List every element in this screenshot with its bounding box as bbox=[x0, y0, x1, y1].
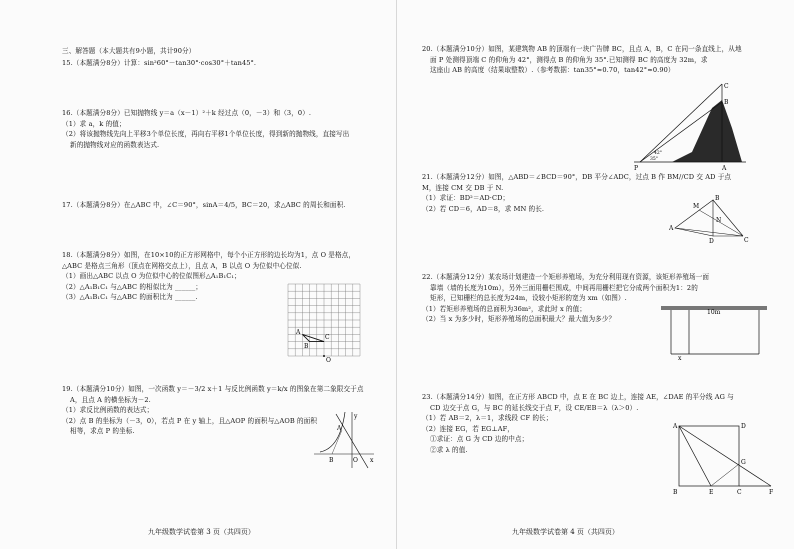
wall-label-length: 10m bbox=[707, 309, 721, 316]
point-o bbox=[323, 355, 325, 357]
q21-figure bbox=[669, 192, 749, 244]
wall-label-x: x bbox=[678, 355, 682, 362]
question-21: 21.（本题满分12分）如图，△ABD＝∠BCD＝90°，DB 平分∠ADC，过点 B 作 BM//CD 交 AD 于点 M，连接 CM 交 DB 于 N. （1）求证：BD²＝AD·CD； （2）若 CD＝6，AD＝8，求 MN 的长. bbox=[422, 173, 732, 213]
graph-label-o: O bbox=[353, 457, 358, 464]
q21-label-d: D bbox=[709, 238, 714, 244]
q21-label-a: A bbox=[669, 225, 674, 232]
label-a: A bbox=[296, 329, 301, 336]
left-footer: 九年级数学试卷第 3 页（共四页） bbox=[148, 528, 255, 536]
question-20: 20.（本题满分10分）如图，某建筑物 AB 的顶端有一块广告牌 BC，且点 A，B，C 在同一条直线上，从地 面 P 处测得顶端 C 的仰角为 42°，测得点 B 的仰角为 35°.已知测得 BC 的高度为 32m，求 这座山 AB 的高度（结果取整数）.（参考数据：tan35°≈0.70，tan42°≈0.90） bbox=[422, 45, 742, 74]
function-graph bbox=[312, 410, 376, 470]
sq-label-b: B bbox=[673, 489, 678, 496]
sq-label-a: A bbox=[673, 423, 678, 430]
mountain-label-b: B bbox=[724, 99, 729, 106]
question-18: 18.（本题满分8分）如图，在10×10的正方形网格中，每个小正方形的边长均为1，点 O 是格点， △ABC 是格点三角形（顶点在网格交点上），且点 A，B 以点 O 为位似中心位似. （1）画出△ABC 以点 O 为位似中心的位似图形△A₁B₁C₁； （2）△A₁B₁C₁ 与△ABC 的相似比为 ______； （3）△A₁B₁C₁ 与△ABC 的面积比为 ______. bbox=[62, 251, 356, 301]
question-15: 15.（本题满分8分）计算：sin²60°－tan30°·cos30°＋tan45°. bbox=[62, 59, 257, 67]
mountain-label-c: C bbox=[724, 83, 729, 90]
graph-label-a: A bbox=[337, 425, 342, 432]
triangle-abc bbox=[302, 334, 324, 341]
mountain-angle-35: 35° bbox=[650, 157, 658, 162]
segment-ab bbox=[332, 430, 342, 454]
right-page bbox=[397, 0, 794, 549]
question-23: 23.（本题满分14分）如图，在正方形 ABCD 中，点 E 在 BC 边上，连接 AE，∠DAE 的平分线 AG 与 CD 边交于点 G，与 BC 的延长线交于点 F，设 CE/EB＝λ（λ＞0）. （1）若 AB＝2，λ＝1，求线段 CF 的长； （2）连接 EG，若 EG⊥AF， ①求证：点 G 为 CD 边的中点； ②求 λ 的值. bbox=[422, 393, 734, 454]
graph-label-y: y bbox=[354, 413, 358, 420]
square-figure bbox=[671, 420, 777, 500]
sq-label-e: E bbox=[709, 489, 714, 496]
graph-label-x: x bbox=[370, 457, 374, 464]
q21-label-n: N bbox=[716, 217, 722, 224]
q21-label-b: B bbox=[715, 195, 720, 202]
mountain-label-p: P bbox=[634, 165, 639, 172]
square-abcd bbox=[679, 426, 739, 486]
question-16: 16.（本题满分8分）已知抛物线 y＝a（x－1）²＋k 经过点（0，－3）和（3，0）. （1）求 a，k 的值； （2）将该抛物线先向上平移3个单位长度，再向右平移1个单位长度，得到新的抛物线，直接写出 新的抛物线对应的函数表达式. bbox=[62, 109, 350, 149]
sq-label-c: C bbox=[737, 489, 742, 496]
graph-label-b: B bbox=[329, 457, 334, 464]
label-b: B bbox=[304, 343, 309, 350]
label-o: O bbox=[326, 357, 331, 364]
question-22: 22.（本题满分12分）某农场计划建造一个矩形养殖场，为充分利用现有资源，该矩形养殖场一面 靠墙（墙的长度为10m），另外三面用栅栏围成，中间再用栅栏把它分成两个面积为1：2的 矩形，已知栅栏的总长度为24m，设较小矩形的宽为 xm（如图）. （1）若矩形养殖场的总面积为36m²，求此时 x 的值； （2）当 x 为多少时，矩形养殖场的总面积最大？最大值为多少？ bbox=[422, 273, 710, 323]
mountain-angle-42: 42° bbox=[654, 151, 662, 156]
q21-label-c: C bbox=[744, 237, 749, 244]
label-c: C bbox=[325, 334, 330, 341]
question-19: 19.（本题满分10分）如图，一次函数 y＝－3/2 x＋1 与反比例函数 y＝k/x 的图象在第二象限交于点 A，且点 A 的横坐标为－2. （1）求反比例函数的表达式； （2）点 B 的坐标为（－3，0），若点 P 在 y 轴上，且△AOP 的面积与△AOB 的面积 相等，求点 P 的坐标. bbox=[62, 385, 364, 435]
section-heading: 三、解答题（本大题共有9小题，共计90分） bbox=[62, 47, 196, 55]
q21-label-m: M bbox=[693, 203, 700, 210]
mountain-label-a: A bbox=[722, 165, 727, 172]
sq-label-g: G bbox=[741, 459, 746, 466]
enclosure-figure bbox=[659, 302, 769, 362]
question-17: 17.（本题满分8分）在△ABC 中，∠C＝90°，sinA＝4/5，BC＝20，求△ABC 的周长和面积. bbox=[62, 201, 346, 209]
mountain-figure bbox=[630, 80, 750, 172]
grid-figure bbox=[286, 282, 362, 364]
right-footer: 九年级数学试卷第 4 页（共四页） bbox=[512, 528, 619, 536]
sq-label-d: D bbox=[741, 423, 746, 430]
sq-label-f: F bbox=[769, 489, 774, 496]
